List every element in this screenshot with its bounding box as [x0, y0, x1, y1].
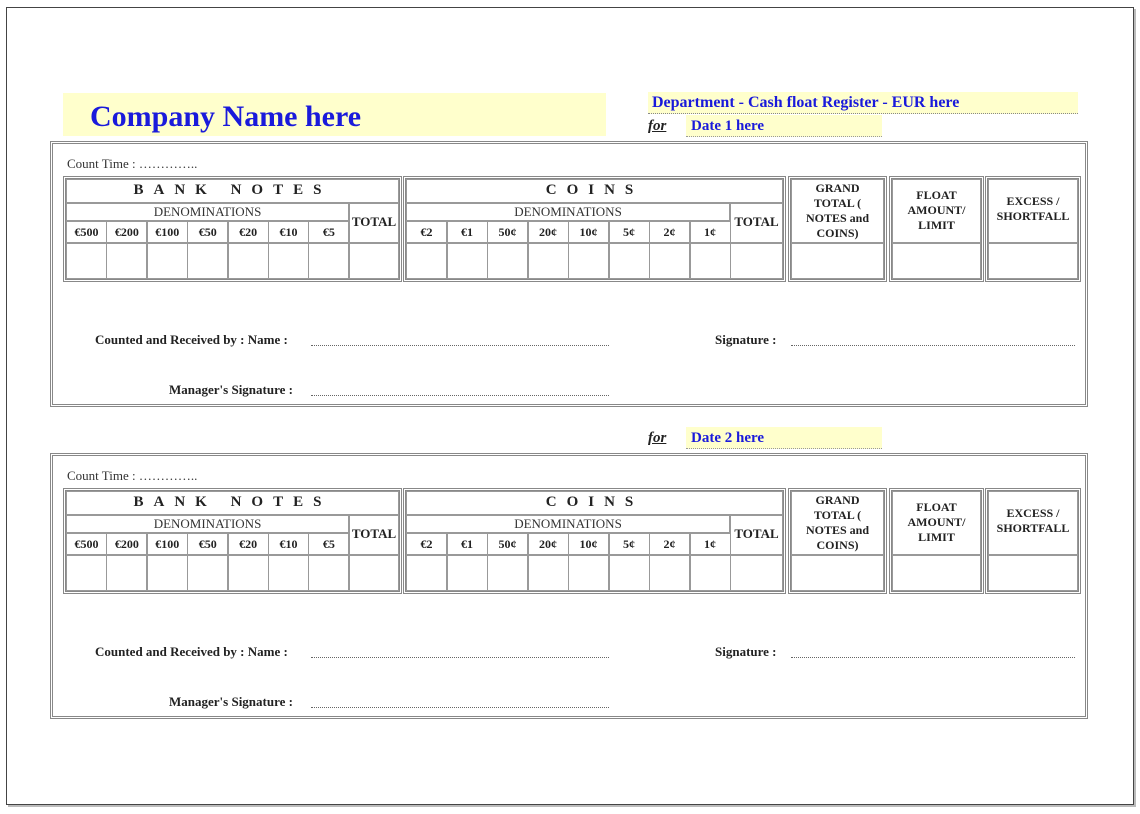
note-denomination-label: €100 [155, 537, 180, 551]
coins-table [403, 176, 786, 282]
note-denomination-label: €10 [279, 225, 298, 239]
coin-denomination-label: 2¢ [663, 225, 676, 239]
signature-line[interactable] [791, 657, 1075, 658]
grand-total-label: GRAND TOTAL ( NOTES and COINS) [805, 181, 870, 240]
float-amount-cell[interactable] [892, 243, 981, 279]
coin-denomination-label: €1 [461, 537, 473, 551]
note-denomination-label: €10 [279, 537, 298, 551]
department-title: Department - Cash float Register - EUR here [652, 94, 960, 111]
counted-received-label: Counted and Received by : Name : [95, 644, 288, 659]
coins-table [403, 488, 786, 594]
excess-shortfall-label: EXCESS / SHORTFALL [996, 194, 1070, 223]
coin-count-cell[interactable] [649, 555, 690, 591]
bank-notes-title: BANK NOTES [133, 494, 332, 510]
coins-title: COINS [545, 494, 644, 510]
coin-count-cell[interactable] [528, 555, 569, 591]
cash-register-1 [50, 141, 1088, 407]
coin-count-cell[interactable] [649, 243, 690, 279]
grand-total-table [788, 176, 887, 282]
note-count-cell[interactable] [308, 243, 349, 279]
coin-count-cell[interactable] [447, 243, 488, 279]
signature-label: Signature : [715, 332, 777, 347]
coin-count-cell[interactable] [447, 555, 488, 591]
grand-total-table [788, 488, 887, 594]
coins-denominations-label: DENOMINATIONS [514, 204, 622, 219]
manager-signature-label: Manager's Signature : [169, 382, 293, 397]
coin-count-cell[interactable] [568, 243, 609, 279]
notes-total-label: TOTAL [351, 214, 397, 229]
note-count-cell[interactable] [187, 243, 228, 279]
grand-total-cell[interactable] [791, 243, 884, 279]
cash-register-2 [50, 453, 1088, 719]
note-denomination-label: €5 [322, 537, 335, 551]
count-time: Count Time : ………….. [67, 468, 198, 483]
date-1-label: Date 1 here [691, 118, 765, 134]
excess-shortfall-cell[interactable] [988, 243, 1078, 279]
for-label-2: for [648, 430, 667, 446]
note-count-cell[interactable] [268, 555, 309, 591]
coin-denomination-label: 1¢ [704, 537, 716, 551]
coin-denomination-label: 10¢ [579, 537, 598, 551]
coin-count-cell[interactable] [690, 555, 731, 591]
company-name: Company Name here [90, 100, 362, 133]
coin-denomination-label: €2 [420, 537, 433, 551]
name-line[interactable] [311, 345, 609, 346]
coin-count-cell[interactable] [609, 555, 650, 591]
grand-total-label: GRAND TOTAL ( NOTES and COINS) [805, 493, 870, 552]
note-denomination-label: €200 [114, 225, 139, 239]
excess-shortfall-cell[interactable] [988, 555, 1078, 591]
coin-count-cell[interactable] [690, 243, 731, 279]
note-count-cell[interactable] [106, 243, 147, 279]
float-amount-label: FLOAT AMOUNT/ LIMIT [907, 500, 966, 544]
excess-shortfall-table [985, 488, 1081, 594]
coin-denomination-label: 50¢ [498, 537, 517, 551]
coin-count-cell[interactable] [487, 555, 528, 591]
note-denomination-label: €20 [239, 225, 258, 239]
note-count-cell[interactable] [228, 243, 269, 279]
coin-count-cell[interactable] [568, 555, 609, 591]
note-denomination-label: €50 [198, 225, 217, 239]
bank-notes-title: BANK NOTES [133, 182, 332, 198]
coin-count-cell[interactable] [487, 243, 528, 279]
coin-denomination-label: 5¢ [623, 225, 635, 239]
coin-denomination-label: 20¢ [539, 537, 557, 551]
excess-shortfall-label: EXCESS / SHORTFALL [996, 506, 1070, 535]
notes-total-cell[interactable] [349, 555, 399, 591]
note-count-cell[interactable] [147, 555, 188, 591]
note-count-cell[interactable] [147, 243, 188, 279]
coins-total-cell[interactable] [730, 243, 783, 279]
notes-denominations-label: DENOMINATIONS [153, 516, 262, 531]
counted-received-label: Counted and Received by : Name : [95, 332, 288, 347]
note-count-cell[interactable] [187, 555, 228, 591]
note-count-cell[interactable] [308, 555, 349, 591]
coin-count-cell[interactable] [406, 555, 447, 591]
note-denomination-label: €200 [114, 537, 139, 551]
note-denomination-label: €500 [74, 537, 99, 551]
coins-denominations-label: DENOMINATIONS [514, 516, 622, 531]
manager-signature-line[interactable] [311, 707, 609, 708]
note-denomination-label: €20 [239, 537, 258, 551]
note-count-cell[interactable] [228, 555, 269, 591]
coin-denomination-label: €2 [420, 225, 433, 239]
note-count-cell[interactable] [66, 243, 107, 279]
for-label-1: for [648, 118, 667, 134]
notes-total-cell[interactable] [349, 243, 399, 279]
grand-total-cell[interactable] [791, 555, 884, 591]
coin-denomination-label: 1¢ [704, 225, 716, 239]
note-denomination-label: €5 [322, 225, 335, 239]
coin-denomination-label: 10¢ [579, 225, 598, 239]
count-time: Count Time : ………….. [67, 156, 198, 171]
coins-total-label: TOTAL [734, 526, 779, 541]
coin-denomination-label: 20¢ [539, 225, 557, 239]
coins-total-label: TOTAL [734, 214, 779, 229]
excess-shortfall-table [985, 176, 1081, 282]
manager-signature-label: Manager's Signature : [169, 694, 293, 709]
note-denomination-label: €500 [74, 225, 99, 239]
name-line[interactable] [311, 657, 609, 658]
bank-notes-table [63, 488, 402, 594]
float-amount-table [889, 176, 984, 282]
note-denomination-label: €50 [198, 537, 217, 551]
date-2-label: Date 2 here [691, 430, 765, 446]
coins-total-cell[interactable] [730, 555, 783, 591]
coin-count-cell[interactable] [406, 243, 447, 279]
coin-count-cell[interactable] [609, 243, 650, 279]
note-count-cell[interactable] [268, 243, 309, 279]
coin-denomination-label: 5¢ [623, 537, 635, 551]
coin-denomination-label: 2¢ [663, 537, 676, 551]
coin-count-cell[interactable] [528, 243, 569, 279]
note-count-cell[interactable] [66, 555, 107, 591]
float-amount-cell[interactable] [892, 555, 981, 591]
coin-denomination-label: 50¢ [498, 225, 517, 239]
bank-notes-table [63, 176, 402, 282]
signature-label: Signature : [715, 644, 777, 659]
note-denomination-label: €100 [155, 225, 180, 239]
coin-denomination-label: €1 [461, 225, 473, 239]
signature-line[interactable] [791, 345, 1075, 346]
float-amount-label: FLOAT AMOUNT/ LIMIT [907, 188, 966, 232]
note-count-cell[interactable] [106, 555, 147, 591]
notes-denominations-label: DENOMINATIONS [153, 204, 262, 219]
coins-title: COINS [545, 182, 644, 198]
manager-signature-line[interactable] [311, 395, 609, 396]
float-amount-table [889, 488, 984, 594]
notes-total-label: TOTAL [351, 526, 397, 541]
